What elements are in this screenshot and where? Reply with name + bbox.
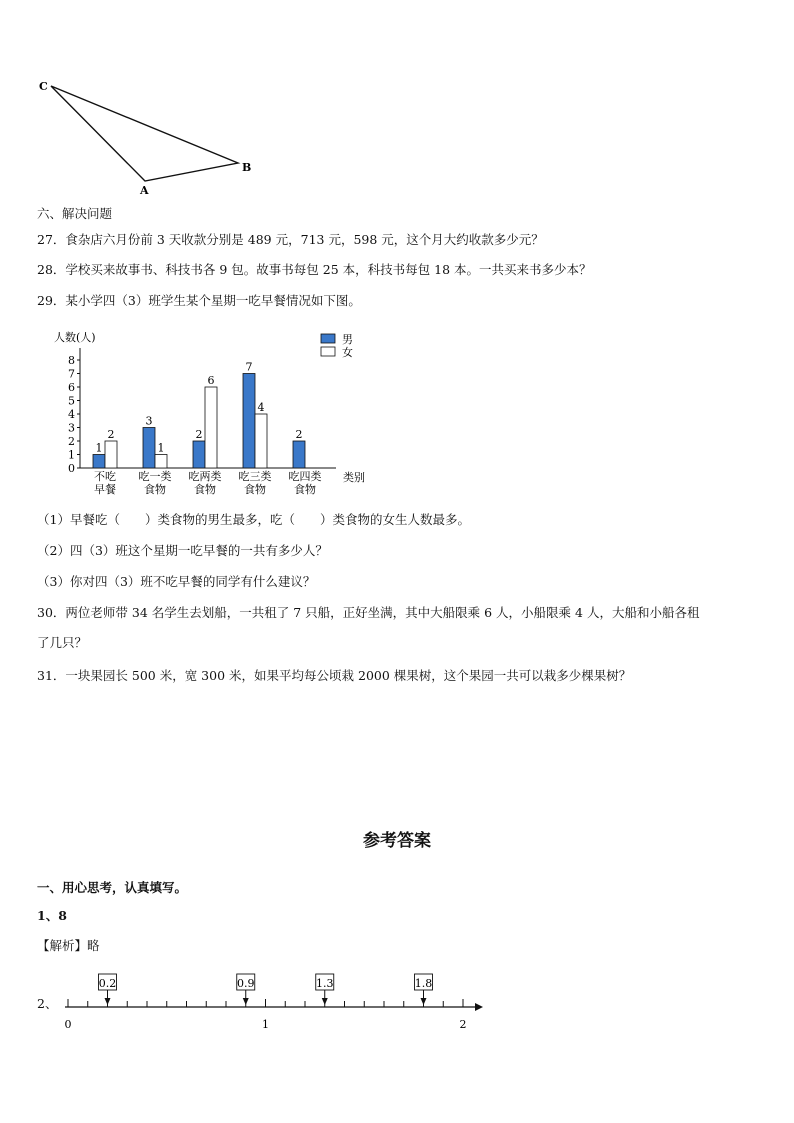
- y-tick-label: 3: [68, 421, 75, 435]
- data-label-female: 2: [107, 428, 115, 441]
- legend-swatch-male: [321, 334, 335, 343]
- bar-male: [93, 455, 105, 469]
- y-tick-label: 4: [68, 408, 75, 421]
- data-label-female: 6: [207, 374, 215, 387]
- question-28: 28．学校买来故事书、科技书各 9 包。故事书每包 25 本，科技书每包 18 本。一共买来书多少本？: [37, 262, 592, 277]
- bar-female: [255, 414, 267, 468]
- section-6-heading: 六、解决问题: [37, 206, 113, 221]
- question-30-line-1: 30．两位老师带 34 名学生去划船，一共租了 7 只船，正好坐满，其中大船限乘 6 人，小船限乘 4 人，大船和小船各租: [37, 605, 700, 620]
- x-category-label: 食物: [244, 483, 266, 496]
- y-tick-label: 6: [68, 381, 75, 394]
- data-label-female: 4: [257, 401, 265, 414]
- breakfast-bar-chart: [50, 326, 380, 498]
- legend-label-female: 女: [342, 346, 353, 359]
- y-tick-label: 7: [68, 367, 75, 381]
- data-label-male: 1: [95, 441, 103, 455]
- question-29-sub-3: （3）你对四（3）班不吃早餐的同学有什么建议？: [37, 574, 316, 589]
- data-label-female: 1: [157, 441, 165, 455]
- number-line-mark-arrow: [421, 998, 427, 1005]
- vertex-label-b: B: [242, 161, 252, 174]
- number-line-mark-arrow: [243, 998, 249, 1005]
- vertex-label-a: A: [140, 184, 149, 197]
- bar-male: [293, 441, 305, 468]
- number-line-mark-label: 1.8: [414, 977, 433, 990]
- bar-female: [205, 387, 217, 468]
- y-tick-label: 1: [68, 448, 75, 462]
- data-label-male: 3: [145, 414, 153, 428]
- number-line-mark-label: 0.2: [98, 977, 117, 990]
- bar-male: [193, 441, 205, 468]
- question-29: 29．某小学四（3）班学生某个星期一吃早餐情况如下图。: [37, 293, 361, 308]
- number-line-arrow: [475, 1003, 483, 1011]
- answer-1: 1、8: [37, 908, 67, 923]
- number-line-tick-label: 2: [459, 1018, 467, 1031]
- answer-1-note: 【解析】略: [37, 938, 100, 953]
- x-category-label: 食物: [294, 483, 316, 496]
- x-category-label: 早餐: [94, 483, 116, 496]
- bar-female: [155, 455, 167, 469]
- data-label-male: 2: [195, 428, 203, 441]
- answers-section-1: 一、用心思考，认真填写。: [37, 880, 188, 895]
- bar-female: [105, 441, 117, 468]
- x-category-label: 不吃: [94, 470, 116, 483]
- data-label-male: 7: [245, 360, 253, 374]
- number-line: [55, 965, 495, 1035]
- triangle-figure: [30, 75, 270, 200]
- question-27: 27．食杂店六月份前 3 天收款分别是 489 元，713 元，598 元，这个月大约收款多少元？: [37, 232, 544, 247]
- number-line-tick-label: 0: [64, 1018, 72, 1031]
- answers-title: 参考答案: [363, 831, 431, 851]
- data-label-male: 2: [295, 428, 303, 441]
- triangle-abc: [51, 86, 238, 181]
- x-category-label: 食物: [194, 483, 216, 496]
- bar-male: [143, 428, 155, 469]
- y-tick-label: 8: [68, 354, 75, 367]
- number-line-mark-label: 1.3: [316, 977, 334, 990]
- legend-swatch-female: [321, 347, 335, 356]
- y-tick-label: 2: [68, 435, 75, 448]
- y-tick-label: 0: [68, 462, 75, 475]
- question-29-sub-2: （2）四（3）班这个星期一吃早餐的一共有多少人？: [37, 543, 328, 558]
- x-category-label: 吃三类: [238, 470, 272, 483]
- legend-label-male: 男: [342, 333, 353, 346]
- number-line-mark-arrow: [105, 998, 111, 1005]
- bar-male: [243, 374, 255, 469]
- question-31: 31．一块果园长 500 米，宽 300 米，如果平均每公顷栽 2000 棵果树，这个果园一共可以栽多少棵果树？: [37, 668, 632, 683]
- answer-2-label: 2、: [37, 996, 58, 1011]
- number-line-mark-arrow: [322, 998, 328, 1005]
- x-category-label: 吃四类: [288, 470, 322, 483]
- question-29-sub-1: （1）早餐吃（ ）类食物的男生最多，吃（ ）类食物的女生人数最多。: [37, 512, 470, 527]
- y-axis-label: 人数(人): [54, 331, 96, 344]
- x-category-label: 吃两类: [188, 470, 222, 483]
- number-line-mark-label: 0.9: [237, 977, 255, 990]
- y-tick-label: 5: [68, 394, 75, 408]
- vertex-label-c: C: [39, 80, 48, 93]
- x-axis-label: 类别: [343, 471, 365, 484]
- x-category-label: 吃一类: [138, 470, 172, 483]
- x-category-label: 食物: [144, 483, 166, 496]
- question-30-line-2: 了几只？: [37, 635, 88, 650]
- number-line-tick-label: 1: [262, 1018, 269, 1031]
